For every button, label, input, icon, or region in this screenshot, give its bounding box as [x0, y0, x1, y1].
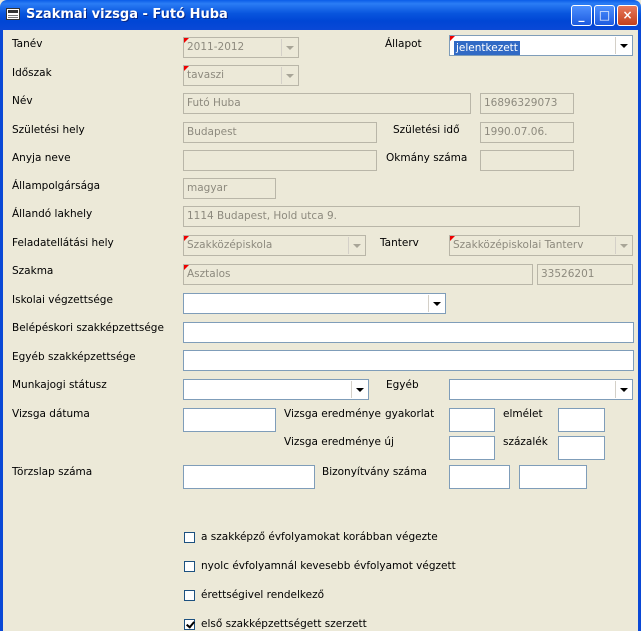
required-marker	[450, 36, 455, 41]
vizsga-datuma-field[interactable]	[183, 408, 276, 432]
chevron-down-icon	[615, 381, 631, 398]
checkbox-label: érettségivel rendelkező	[201, 589, 325, 601]
allapot-value: jelentkezett	[456, 42, 518, 54]
label-vizsga-datuma: Vizsga dátuma	[12, 408, 90, 420]
label-feladatellatasi-hely: Feladatellátási hely	[12, 237, 114, 249]
label-bizonyitvany: Bizonyítvány száma	[322, 466, 427, 478]
chevron-down-icon	[348, 237, 364, 254]
feladatellatasi-hely-value: Szakközépiskola	[187, 239, 273, 251]
gyakorlat-field[interactable]	[449, 408, 495, 432]
label-anyja-neve: Anyja neve	[12, 152, 71, 164]
label-vizsga-eredmenye: Vizsga eredménye	[284, 408, 381, 420]
checkbox-label: nyolc évfolyamnál kevesebb évfolyamot végzett	[201, 560, 456, 572]
nev-id-field[interactable]: 16896329073	[480, 93, 574, 114]
app-icon	[6, 8, 20, 20]
checkbox-label: első szakképzettségett szerzett	[201, 618, 367, 630]
elmelet-field[interactable]	[558, 408, 605, 432]
required-marker	[184, 38, 189, 43]
checkbox-label: a szakképző évfolyamokat korábban végezte	[201, 531, 438, 543]
label-nev: Név	[12, 95, 33, 107]
window-frame-left	[0, 30, 3, 631]
szazalek-field[interactable]	[558, 436, 605, 460]
label-allapot: Állapot	[385, 38, 422, 50]
maximize-button[interactable]: □	[594, 5, 615, 26]
vizsga-eredmenye-uj-field[interactable]	[449, 436, 495, 460]
chevron-down-icon	[428, 295, 444, 312]
munkajogi-select[interactable]	[183, 379, 369, 400]
window-title: Szakmai vizsga - Futó Huba	[26, 7, 228, 22]
label-iskolai-vegzettsege: Iskolai végzettsége	[12, 294, 113, 306]
label-okmany: Okmány száma	[386, 152, 468, 164]
checkbox-nyolc-evfolyam[interactable]	[184, 561, 195, 572]
idoszak-select[interactable]	[183, 65, 299, 86]
required-marker	[184, 265, 189, 270]
tanterv-select[interactable]	[449, 235, 633, 256]
label-szakma: Szakma	[12, 265, 54, 277]
egyeb-szak-field[interactable]	[183, 350, 634, 371]
checkbox-korabban-vegezte[interactable]	[184, 532, 195, 543]
feladatellatasi-hely-select[interactable]	[183, 235, 366, 256]
bizonyitvany-field-2[interactable]	[519, 465, 587, 489]
chevron-down-icon	[281, 67, 297, 84]
label-allampolgarsaga: Állampolgársága	[12, 180, 101, 192]
title-bar	[0, 0, 641, 30]
close-button[interactable]: ×	[617, 5, 638, 26]
label-tanterv: Tanterv	[380, 237, 419, 249]
label-szuletesi-hely: Születési hely	[12, 124, 85, 136]
label-egyeb-szak: Egyéb szakképzettsége	[12, 351, 136, 363]
label-vizsga-eredmenye-uj: Vizsga eredménye új	[284, 436, 394, 448]
chevron-down-icon	[281, 39, 297, 56]
label-szuletesi-ido: Születési idő	[393, 124, 460, 136]
chevron-down-icon	[615, 237, 631, 254]
bizonyitvany-field-1[interactable]	[449, 465, 510, 489]
required-marker	[450, 236, 455, 241]
tanev-select[interactable]	[183, 37, 299, 58]
szakma-value: Asztalos	[187, 268, 231, 280]
required-marker	[184, 236, 189, 241]
iskolai-vegzettsege-select[interactable]	[183, 293, 446, 314]
tanev-value: 2011-2012	[187, 41, 245, 53]
chevron-down-icon	[615, 37, 631, 54]
label-munkajogi: Munkajogi státusz	[12, 379, 107, 391]
okmany-field[interactable]	[480, 150, 574, 171]
idoszak-value: tavaszi	[187, 69, 225, 81]
szakma-kod-field[interactable]: 33526201	[537, 264, 633, 285]
tanterv-value: Szakközépiskolai Tanterv	[453, 239, 584, 251]
allapot-select[interactable]	[449, 35, 633, 56]
szakma-field[interactable]	[183, 264, 533, 285]
szuletesi-hely-field[interactable]: Budapest	[183, 122, 377, 143]
label-egyeb: Egyéb	[386, 379, 419, 391]
checkbox-erettsegi[interactable]	[184, 590, 195, 601]
label-allando-lakhely: Állandó lakhely	[12, 208, 93, 220]
belepeskori-field[interactable]	[183, 322, 634, 343]
label-elmelet: elmélet	[503, 408, 543, 420]
checkbox-elso-szakkepzettseg[interactable]	[184, 619, 195, 630]
label-tanev: Tanév	[12, 38, 43, 50]
required-marker	[184, 66, 189, 71]
allampolgarsaga-field[interactable]: magyar	[183, 178, 276, 199]
allando-lakhely-field[interactable]: 1114 Budapest, Hold utca 9.	[183, 206, 580, 227]
egyeb-select[interactable]	[449, 379, 633, 400]
label-torzslap: Törzslap száma	[12, 466, 93, 478]
szuletesi-ido-field[interactable]: 1990.07.06.	[480, 122, 574, 143]
label-idoszak: Időszak	[12, 67, 52, 79]
label-belepeskori: Belépéskori szakképzettsége	[12, 322, 164, 334]
chevron-down-icon	[351, 381, 367, 398]
label-szazalek: százalék	[503, 436, 548, 448]
nev-field[interactable]: Futó Huba	[183, 93, 471, 114]
label-gyakorlat: gyakorlat	[385, 408, 435, 420]
minimize-button[interactable]: _	[571, 5, 592, 26]
anyja-neve-field[interactable]	[183, 150, 377, 171]
torzslap-field[interactable]	[183, 465, 315, 489]
